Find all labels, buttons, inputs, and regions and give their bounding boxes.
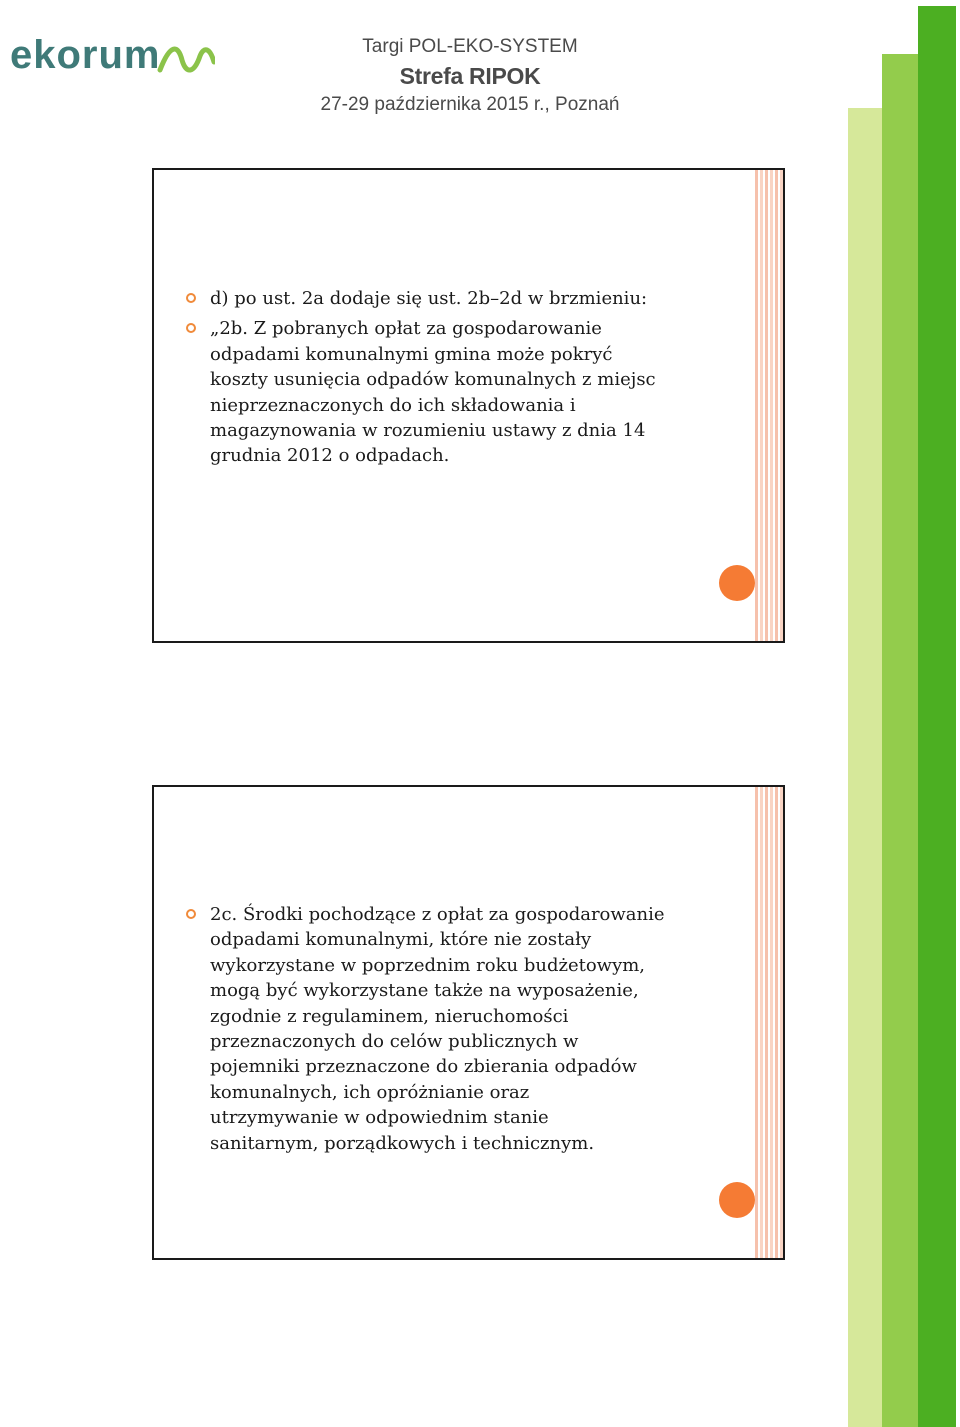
bullet-text: 2c. Środki pochodzące z opłat za gospodarowanie odpadami komunalnymi, które nie zostały wykorzystane w poprzednim roku budżetowym, mogą być wykorzystane także na wyposażenie, zgodnie z regulaminem, nieruchomości przeznaczonych do celów publicznych w pojemniki przeznaczone do zbierania odpadów komunalnych, ich opróżnianie oraz utrzymywanie w odpowiednim stanie sanitarnym, porządkowych i technicznym. [210,904,665,1154]
event-name: Targi POL-EKO-SYSTEM [362,36,578,57]
bullet-item [184,902,714,1156]
slide-2 [152,785,785,1260]
bullet-ring-icon [186,293,196,303]
bullet-text: „2b. Z pobranych opłat za gospodarowanie odpadami komunalnymi gmina może pokryć koszty usunięcia odpadów komunalnych z miejsc nieprzeznaczonych do ich składowania i magazynowania w rozumieniu ustawy z dnia 14 grudnia 2012 o odpadach. [210,318,656,467]
orange-circle-icon [719,565,755,601]
ekorum-logo-graphic [10,36,215,76]
bullet-item [184,316,714,468]
bullet-text: d) po ust. 2a dodaje się ust. 2b–2d w brzmieniu: [210,288,648,309]
logo-wave-icon [160,49,214,70]
ekorum-logo [10,36,215,76]
decor-bar-light [848,108,884,1427]
slide-content [184,286,714,474]
event-zone: Strefa RIPOK [399,63,541,89]
event-date: 27-29 października 2015 r., Poznań [320,94,620,115]
slide-content [184,902,714,1161]
bullet-ring-icon [186,909,196,919]
orange-circle-icon [719,1182,755,1218]
event-info [300,34,640,118]
logo-text: ekorum [10,36,161,76]
bullet-ring-icon [186,323,196,333]
slide-stripe-decoration [755,170,783,641]
slide-stripe-decoration [755,787,783,1258]
decor-bar-mid [882,54,918,1427]
decor-bar-dark [918,6,956,1427]
bullet-item [184,286,714,311]
slide-1 [152,168,785,643]
